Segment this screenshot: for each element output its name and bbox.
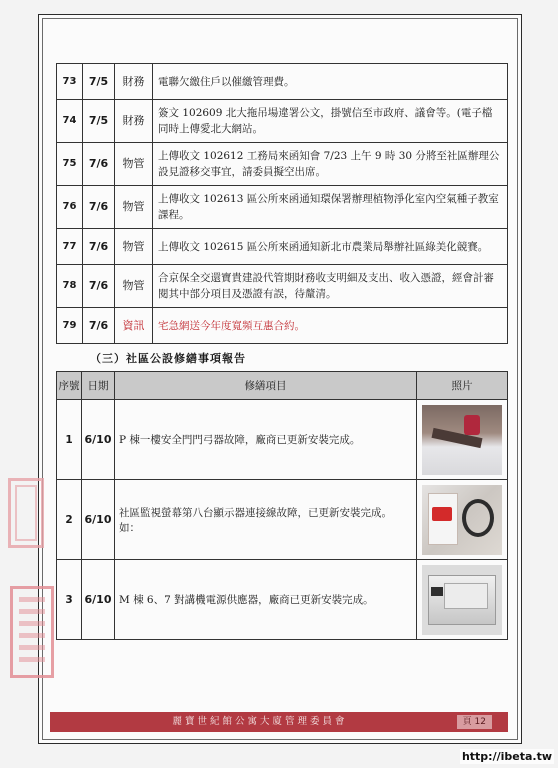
watermark: http://ibeta.tw	[461, 750, 552, 763]
row-category: 物管	[115, 229, 153, 265]
door-closer-photo	[422, 405, 502, 475]
table-row	[57, 400, 508, 480]
row-date: 7/6	[83, 143, 115, 186]
row-category: 財務	[115, 100, 153, 143]
row-date: 7/6	[83, 186, 115, 229]
table-row	[57, 143, 508, 186]
table-row	[57, 480, 508, 560]
row-description: 上傳收文 102612 工務局來函知會 7/23 上午 9 時 30 分將至社區辦理公設見證移交事宜，請委員擬空出席。	[153, 143, 508, 186]
row-date: 6/10	[82, 560, 115, 640]
row-number: 1	[57, 400, 82, 480]
row-number: 73	[57, 64, 83, 100]
row-date: 6/10	[82, 480, 115, 560]
row-number: 74	[57, 100, 83, 143]
header-item: 修繕項目	[115, 372, 417, 400]
table-row	[57, 229, 508, 265]
row-date: 7/5	[83, 100, 115, 143]
row-number: 79	[57, 308, 83, 344]
row-category: 物管	[115, 143, 153, 186]
row-number: 3	[57, 560, 82, 640]
row-number: 2	[57, 480, 82, 560]
row-category: 資訊	[115, 308, 153, 344]
table-row	[57, 186, 508, 229]
row-date: 7/6	[83, 265, 115, 308]
row-number: 75	[57, 143, 83, 186]
row-date: 7/6	[83, 229, 115, 265]
header-date: 日期	[82, 372, 115, 400]
table-header-row	[57, 372, 508, 400]
work-log-table	[56, 63, 508, 344]
table-row	[57, 308, 508, 344]
row-description: 簽文 102609 北大拖吊場違署公文，掛號信至市政府、議會等。(電子檔同時上傳愛北大網站。	[153, 100, 508, 143]
row-category: 物管	[115, 265, 153, 308]
footer-title: 麗寶世紀館公寓大廈管理委員會	[172, 716, 348, 727]
table-row	[57, 265, 508, 308]
header-number: 序號	[57, 372, 82, 400]
row-description: 合京保全交還寶貴建設代管期財務收支明細及支出、收入憑證，經會計審閱其中部分項目及憑證有誤，待釐清。	[153, 265, 508, 308]
monitor-cable-photo	[422, 485, 502, 555]
table-row	[57, 560, 508, 640]
page-number: 頁 12	[457, 715, 492, 729]
row-description: P 棟一樓安全門門弓器故障，廠商已更新安裝完成。	[115, 400, 417, 480]
section-title: （三）社區公設修繕事項報告	[90, 352, 246, 365]
table-row	[57, 100, 508, 143]
row-date: 7/6	[83, 308, 115, 344]
photo-cell	[417, 480, 508, 560]
page-footer	[50, 712, 508, 732]
table-row	[57, 64, 508, 100]
row-category: 財務	[115, 64, 153, 100]
row-description: 宅急網送今年度寬頻互惠合約。	[153, 308, 508, 344]
row-number: 78	[57, 265, 83, 308]
row-description: 社區監視螢幕第八台顯示器連接線故障，已更新安裝完成。如：	[115, 480, 417, 560]
row-description: 電聯欠繳住戶以催繳管理費。	[153, 64, 508, 100]
seal-stamp	[8, 478, 44, 548]
power-supply-photo	[422, 565, 502, 635]
photo-cell	[417, 560, 508, 640]
row-number: 76	[57, 186, 83, 229]
header-photo: 照片	[417, 372, 508, 400]
row-description: M 棟 6、7 對講機電源供應器，廠商已更新安裝完成。	[115, 560, 417, 640]
photo-cell	[417, 400, 508, 480]
row-description: 上傳收文 102615 區公所來函通知新北市農業局舉辦社區綠美化競賽。	[153, 229, 508, 265]
row-date: 7/5	[83, 64, 115, 100]
repair-table	[56, 371, 508, 640]
row-category: 物管	[115, 186, 153, 229]
seal-stamp	[10, 586, 54, 678]
row-number: 77	[57, 229, 83, 265]
row-date: 6/10	[82, 400, 115, 480]
row-description: 上傳收文 102613 區公所來函通知環保署辦理植物淨化室內空氣種子教室課程。	[153, 186, 508, 229]
